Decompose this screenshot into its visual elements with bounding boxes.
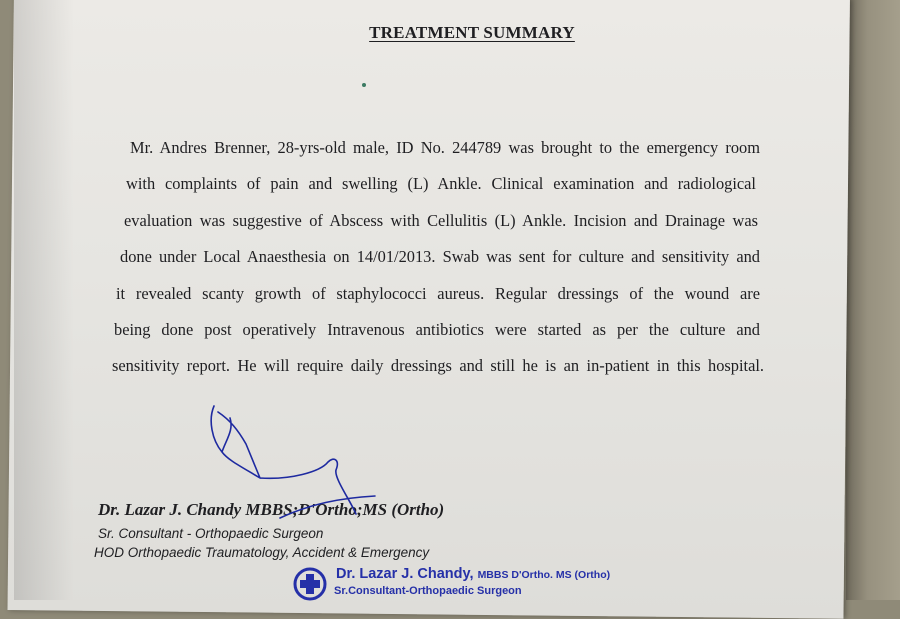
stamp-role: Sr.Consultant-Orthopaedic Surgeon — [334, 585, 522, 597]
summary-line: evaluation was suggestive of Abscess with Cellulitis (L) Ankle. Incision and Drainage was — [124, 210, 758, 230]
document-title — [0, 23, 900, 43]
stamp-name: Dr. Lazar J. Chandy, — [336, 566, 474, 582]
backdrop-surface — [846, 0, 900, 600]
signatory-department: HOD Orthopaedic Traumatology, Accident & Emergency — [94, 545, 430, 560]
summary-line: Mr. Andres Brenner, 28-yrs-old male, ID No. 244789 was brought to the emergency room — [130, 138, 760, 157]
handwritten-signature — [200, 400, 400, 530]
summary-line: with complaints of pain and swelling (L) Ankle. Clinical examination and radiological — [126, 174, 756, 194]
signatory-role: Sr. Consultant - Orthopaedic Surgeon — [98, 526, 324, 541]
stamp-qualifications: MBBS D'Ortho. MS (Ortho) — [477, 569, 611, 581]
summary-line: it revealed scanty growth of staphylococci aureus. Regular dressings of the wound are — [116, 283, 760, 303]
summary-line: done under Local Anaesthesia on 14/01/2013. Swab was sent for culture and sensitivity and — [120, 247, 760, 267]
stamp-name-line — [336, 566, 610, 582]
summary-line: being done post operatively Intravenous antibiotics were started as per the culture and — [114, 319, 760, 339]
summary-line: sensitivity report. He will require daily dressings and still he is an in-patient in this hospital. — [112, 356, 764, 376]
document-title-text: TREATMENT SUMMARY — [369, 23, 575, 42]
signatory-name: Dr. Lazar J. Chandy MBBS;D'Ortho;MS (Ortho) — [98, 500, 445, 519]
ink-dot-mark — [362, 83, 366, 87]
summary-paragraph — [110, 136, 764, 391]
medical-cross-icon — [292, 566, 328, 602]
